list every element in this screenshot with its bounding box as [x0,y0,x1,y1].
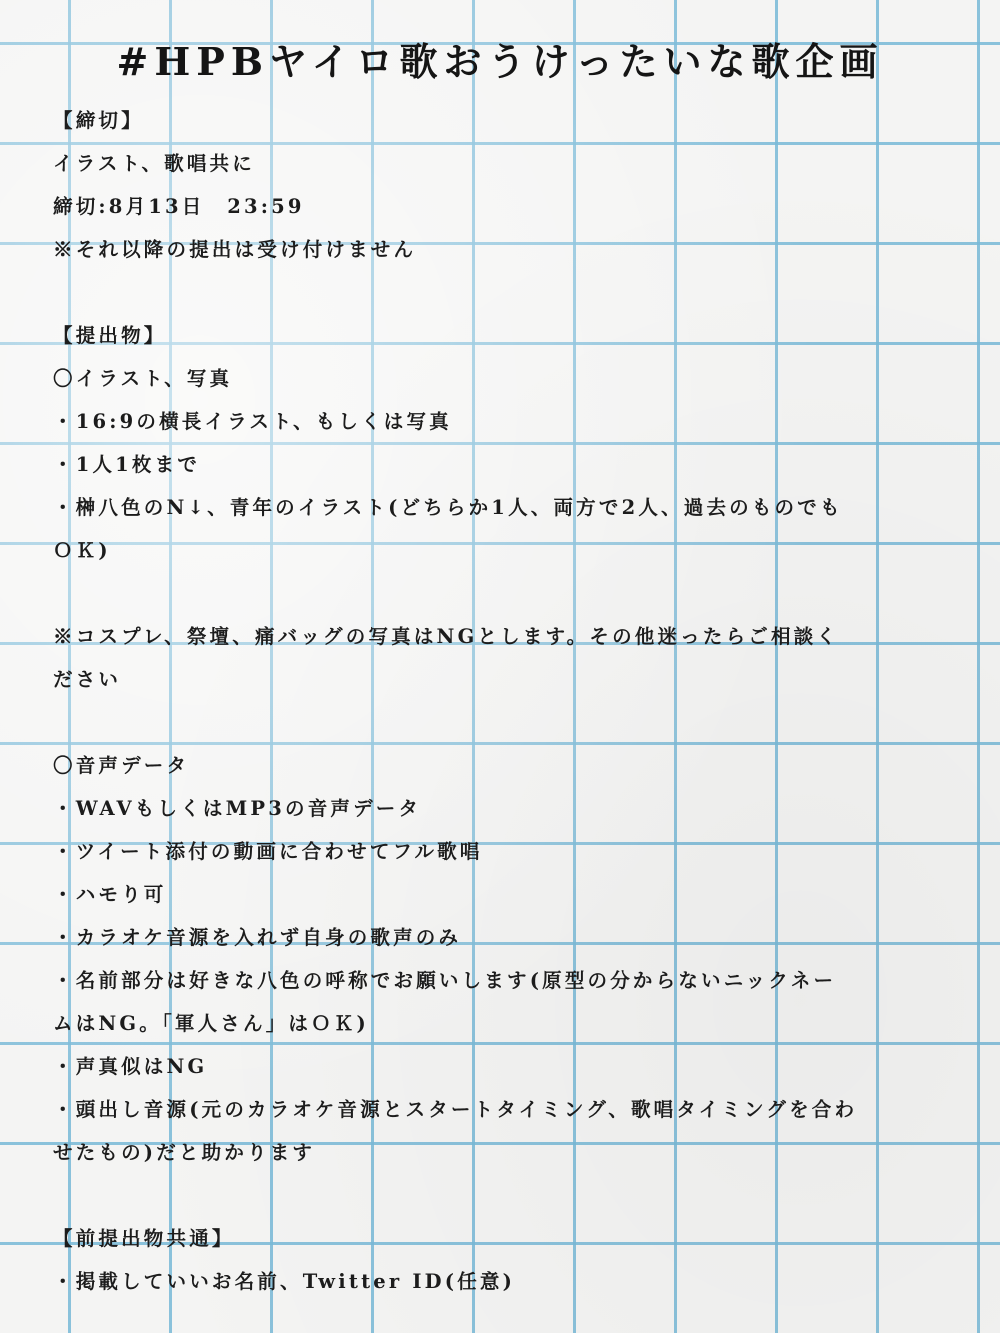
illustration-note: ※コスプレ、祭壇、痛バッグの写真はNGとします。その他迷ったらご相談く [53,625,840,648]
audio-item-3: ・ハモり可 [53,883,167,906]
audio-item-2: ・ツイート添付の動画に合わせてフル歌唱 [53,840,483,863]
illustration-heading: 〇イラスト、写真 [53,367,233,390]
blank-line [53,572,933,615]
audio-item-6: ・声真似はNG [53,1055,208,1078]
audio-item-5: ・名前部分は好きな八色の呼称でお願いします(原型の分からないニックネー [53,969,837,992]
blank-line [53,1174,933,1217]
blank-line [53,271,933,314]
deadline-line-1: イラスト、歌唱共に [53,152,255,175]
illustration-item-2: ・1人1枚まで [53,453,201,476]
illustration-item-3: ・榊八色のN↓、青年のイラスト(どちらか1人、両方で2人、過去のものでも [53,496,843,519]
audio-item-1: ・WAVもしくはMP3の音声データ [53,797,422,820]
audio-item-5-cont: ムはNG。「軍人さん」はＯＫ) [53,1012,369,1035]
illustration-note-cont: ださい [53,668,122,691]
submission-header: 【提出物】 [53,324,167,347]
document-body [53,99,933,1303]
illustration-item-1: ・16:9の横長イラスト、もしくは写真 [53,410,452,433]
deadline-line-3: ※それ以降の提出は受け付けません [53,238,417,261]
audio-heading: 〇音声データ [53,754,190,777]
audio-item-7: ・頭出し音源(元のカラオケ音源とスタートタイミング、歌唱タイミングを合わ [53,1098,858,1121]
deadline-line-2: 締切:8月13日 23:59 [53,195,305,218]
page-title: #HPBヤイロ歌おうけったいな歌企画 [116,39,884,84]
blank-line [53,701,933,744]
illustration-item-3-cont: ＯＫ) [53,539,111,562]
common-header: 【前提出物共通】 [53,1227,235,1250]
audio-item-4: ・カラオケ音源を入れず自身の歌声のみ [53,926,462,949]
audio-item-7-cont: せたもの)だと助かります [53,1141,316,1164]
deadline-header: 【締切】 [53,109,144,132]
common-item-1: ・掲載していいお名前、Twitter ID(任意) [53,1270,516,1293]
